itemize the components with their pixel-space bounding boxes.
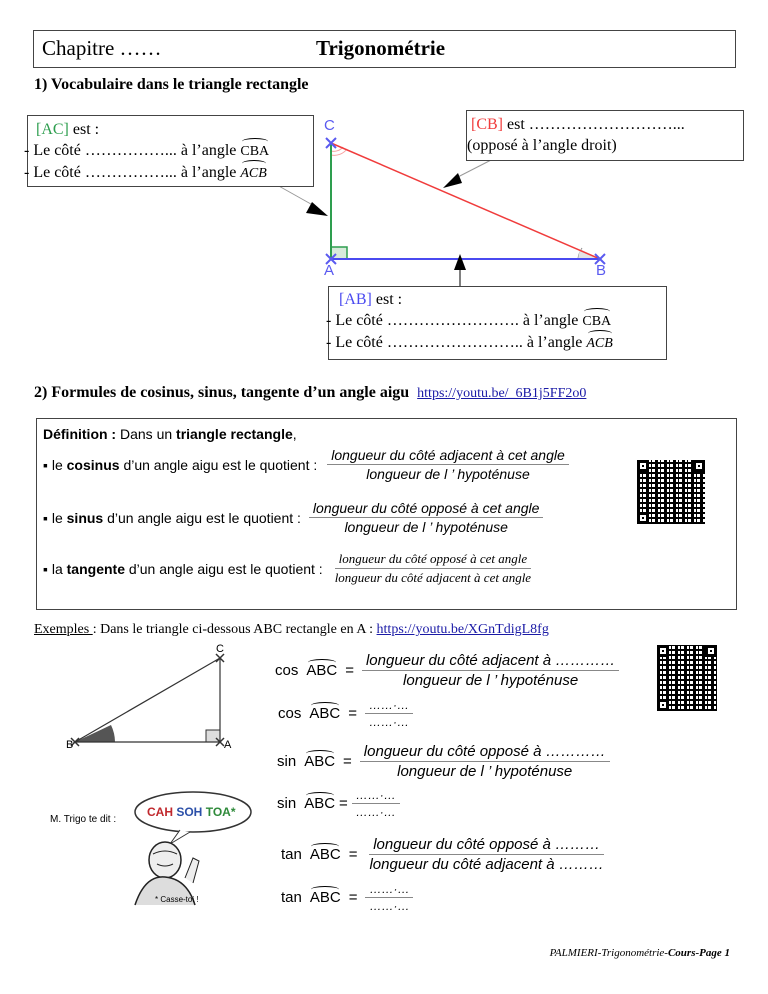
numerator: longueur du côté opposé à ………… (360, 743, 610, 762)
qr-code-1[interactable] (637, 460, 705, 524)
equals: = (343, 753, 352, 770)
cos-formula-2[interactable] (278, 698, 413, 729)
blank-fraction[interactable] (352, 788, 400, 819)
ab-callout (328, 286, 667, 360)
fn-cos: cos (275, 662, 299, 679)
section1-heading: 1) Vocabulaire dans le triangle rectangle (34, 76, 309, 93)
blank-fraction[interactable] (365, 882, 413, 913)
equals: = (339, 795, 348, 812)
examples-text: : Dans le triangle ci-dessous ABC rectangle en A : (92, 622, 377, 637)
ab-line2: - Le côté …………………….. à l’angle (326, 334, 587, 351)
fn-tan: tan (281, 846, 302, 863)
chapter-title: Trigonométrie (316, 36, 446, 60)
cb-segment: [CB] (471, 116, 503, 133)
cah: CAH (147, 805, 173, 819)
video-link-1[interactable]: https://youtu.be/_6B1j5FF2o0 (417, 386, 587, 401)
cos-post: d’un angle aigu est le quotient : (123, 456, 318, 473)
tan-den: longueur du côté adjacent à cet angle (334, 570, 532, 585)
ac-line2: - Le côté ……………... à l’angle (24, 164, 241, 181)
cartoon (45, 770, 260, 910)
cos-pre: ▪ le (43, 456, 63, 473)
denominator[interactable]: ……·… (355, 805, 396, 819)
cb-callout (466, 110, 744, 161)
sin-formula-1 (277, 743, 610, 780)
tan-bold: tangente (66, 560, 125, 577)
denominator[interactable]: ……·… (368, 715, 409, 729)
example-point-a: A (224, 739, 232, 751)
ac-segment: [AC] (36, 121, 69, 138)
cah-soh-toa (147, 805, 236, 819)
video-link-2[interactable]: https://youtu.be/XGnTdigL8fg (376, 622, 549, 637)
ac-callout (24, 115, 314, 187)
equals: = (348, 705, 357, 722)
footer-page: Cours-Page 1 (667, 947, 730, 959)
definition-comma: , (292, 426, 297, 442)
numerator[interactable]: ……·… (365, 698, 413, 714)
denominator: longueur du côté adjacent à ……… (369, 856, 604, 873)
point-a-label: A (324, 262, 335, 279)
angle-abc: ABC (304, 753, 336, 770)
angle-abc: ABC (306, 662, 338, 679)
fraction (365, 836, 607, 873)
ab-est: est : (371, 291, 403, 308)
angle-acb: ACB (240, 163, 266, 184)
angle-abc: ABC (304, 795, 336, 812)
example-point-b: B (66, 739, 74, 751)
qr-code-2[interactable] (657, 645, 717, 711)
cartoon-figure (45, 770, 260, 910)
cos-bold: cosinus (66, 456, 120, 473)
equals: = (348, 889, 358, 906)
denominator: longueur de l ’ hypoténuse (397, 763, 573, 780)
ac-line1: - Le côté ……………... à l’angle (24, 142, 241, 159)
sin-post: d’un angle aigu est le quotient : (107, 509, 301, 526)
cartoon-caption: M. Trigo te dit : (50, 814, 117, 825)
angle-abc: ABC (309, 705, 341, 722)
point-c-label: C (324, 117, 335, 134)
footer-prefix: PALMIERI-Trigonométrie- (549, 947, 668, 959)
sin-den: longueur de l ’ hypoténuse (344, 519, 508, 535)
toa: TOA* (205, 805, 236, 819)
chapter-header (33, 30, 736, 68)
numerator[interactable]: ……·… (365, 882, 413, 898)
cartoon-footnote: * Casse-toi ! (155, 895, 199, 904)
numerator: longueur du côté opposé à ……… (369, 836, 604, 855)
example-triangle (60, 645, 240, 755)
tan-pre: ▪ la (43, 560, 63, 577)
page-footer (550, 947, 730, 959)
denominator: longueur de l ’ hypoténuse (403, 672, 579, 689)
ab-line1: - Le côté ……………………. à l’angle (326, 312, 583, 329)
angle-cba: CBA (240, 141, 269, 162)
tan-definition (43, 551, 535, 586)
numerator: longueur du côté adjacent à ………… (362, 652, 619, 671)
tan-num: longueur du côté opposé à cet angle (335, 551, 531, 569)
sin-formula-2[interactable] (277, 788, 400, 819)
angle-cba: CBA (582, 311, 611, 332)
angle-abc: ABC (309, 889, 341, 906)
angle-abc: ABC (309, 846, 341, 863)
section2-heading: 2) Formules de cosinus, sinus, tangente d’un angle aigu (34, 384, 410, 401)
sin-num: longueur du côté opposé à cet angle (309, 500, 544, 518)
cos-formula-1 (275, 652, 619, 689)
definition-box (36, 418, 737, 610)
tan-formula-1 (281, 836, 608, 873)
blank-fraction[interactable] (365, 698, 413, 729)
point-b-label: B (596, 262, 607, 279)
tan-fraction (331, 551, 535, 586)
ab-segment: [AB] (339, 291, 372, 308)
definition-intro: Dans un (116, 426, 177, 442)
fraction (362, 652, 619, 689)
sin-fraction (309, 500, 544, 535)
fn-sin: sin (277, 795, 297, 812)
equals: = (345, 662, 354, 679)
cos-num: longueur du côté adjacent à cet angle (327, 447, 569, 465)
sin-pre: ▪ le (43, 509, 63, 526)
fn-tan: tan (281, 889, 302, 906)
soh: SOH (176, 805, 203, 819)
example-point-c: C (216, 643, 224, 655)
angle-acb: ACB (586, 333, 612, 354)
fraction (360, 743, 610, 780)
cb-est: est ………………………... (503, 116, 685, 133)
examples-label: Exemples (34, 622, 93, 637)
chapter-label: Chapitre …… (42, 36, 162, 60)
cb-line1: (opposé à l’angle droit) (467, 137, 617, 154)
cos-definition (43, 447, 569, 482)
definition-bold: triangle rectangle (176, 426, 293, 442)
fn-sin: sin (277, 753, 297, 770)
cos-den: longueur de l ’ hypoténuse (366, 466, 530, 482)
cos-fraction (327, 447, 569, 482)
numerator[interactable]: ……·… (352, 788, 400, 804)
fn-cos: cos (278, 705, 302, 722)
denominator[interactable]: ……·… (369, 899, 410, 913)
tan-formula-2[interactable] (281, 882, 413, 913)
ac-est: est : (68, 121, 100, 138)
equals: = (348, 846, 358, 863)
tan-post: d’un angle aigu est le quotient : (128, 560, 323, 577)
definition-label: Définition : (43, 426, 117, 442)
sin-bold: sinus (66, 509, 104, 526)
sin-definition (43, 500, 543, 535)
